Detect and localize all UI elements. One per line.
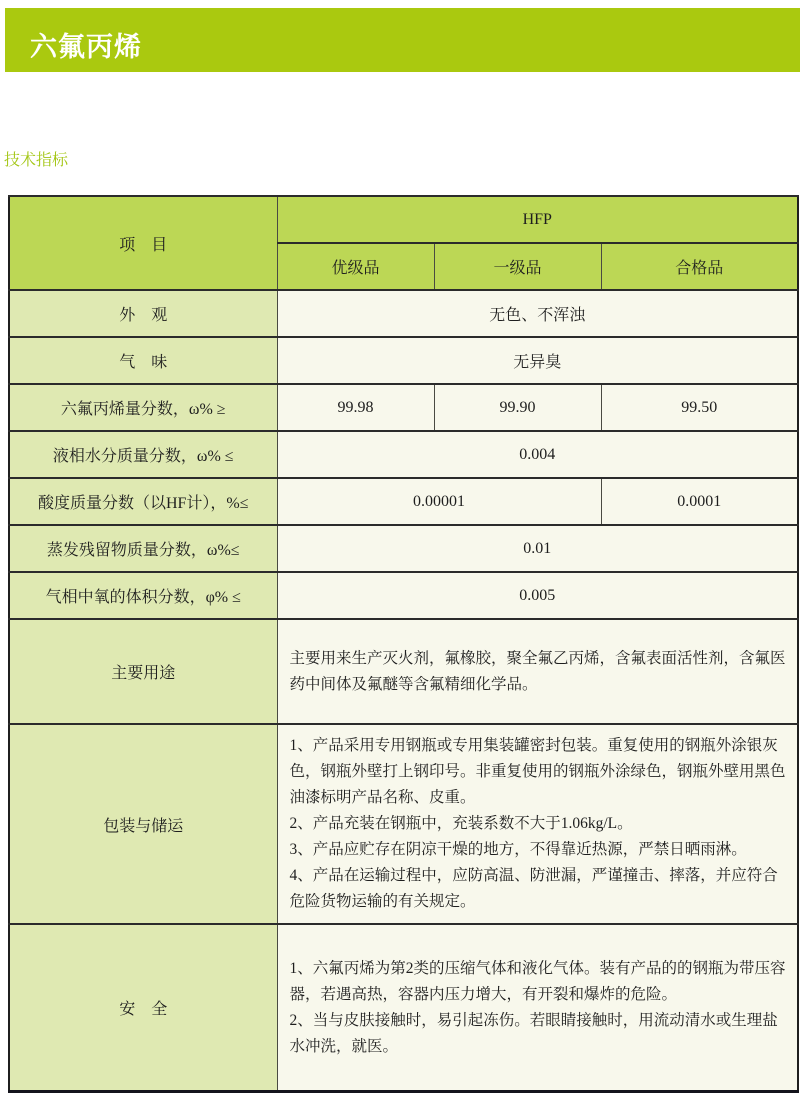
value-liquid-water: 0.004 xyxy=(277,431,798,478)
value-acidity-qualified: 0.0001 xyxy=(601,478,798,525)
value-evaporation-residue: 0.01 xyxy=(277,525,798,572)
safety-line-1: 1、六氟丙烯为第2类的压缩气体和液化气体。装有产品的的钢瓶为带压容器，若遇高热，容器内压力增大，有开裂和爆炸的危险。 xyxy=(289,959,786,1003)
row-label-appearance: 外 观 xyxy=(9,290,277,337)
row-label-liquid-water: 液相水分质量分数，ω% ≤ xyxy=(9,431,277,478)
table-row-safety xyxy=(9,924,798,1092)
table-row-acidity xyxy=(9,478,798,525)
packaging-storage-text-cell xyxy=(277,724,798,924)
packaging-line-2: 2、产品充装在钢瓶中，充装系数不大于1.06kg/L。 xyxy=(289,815,633,832)
table-row-liquid-water xyxy=(9,431,798,478)
row-label-hfp-fraction: 六氟丙烯量分数，ω% ≥ xyxy=(9,384,277,431)
main-uses-text-cell xyxy=(277,619,798,724)
value-appearance: 无色、不浑浊 xyxy=(277,290,798,337)
technical-specs-table xyxy=(8,195,799,1093)
main-uses-paragraph: 主要用来生产灭火剂，氟橡胶，聚全氟乙丙烯，含氟表面活性剂，含氟医药中间体及氟醚等含氟精细化学品。 xyxy=(289,649,786,693)
header-cell-grade-premium: 优级品 xyxy=(277,243,434,290)
table-row-hfp-fraction xyxy=(9,384,798,431)
table-row-appearance xyxy=(9,290,798,337)
safety-text-cell xyxy=(277,924,798,1092)
table-row-main-uses xyxy=(9,619,798,724)
value-hfp-first: 99.90 xyxy=(434,384,601,431)
section-label-technical-specs: 技术指标 xyxy=(4,152,69,169)
header-cell-item: 项 目 xyxy=(9,196,277,290)
header-cell-grade-qualified: 合格品 xyxy=(601,243,798,290)
table-row-evaporation-residue xyxy=(9,525,798,572)
row-label-evaporation-residue: 蒸发残留物质量分数，ω%≤ xyxy=(9,525,277,572)
row-label-odor: 气 味 xyxy=(9,337,277,384)
page-header-banner xyxy=(5,8,800,72)
row-label-acidity: 酸度质量分数（以HF计），%≤ xyxy=(9,478,277,525)
packaging-line-3: 3、产品应贮存在阴凉干燥的地方，不得靠近热源，严禁日晒雨淋。 xyxy=(289,841,747,858)
row-label-oxygen-fraction: 气相中氧的体积分数，φ% ≤ xyxy=(9,572,277,619)
row-label-safety: 安 全 xyxy=(9,924,277,1092)
table-row-packaging-storage xyxy=(9,724,798,924)
value-acidity-premium-first: 0.00001 xyxy=(277,478,601,525)
value-oxygen-fraction: 0.005 xyxy=(277,572,798,619)
safety-line-2: 2、当与皮肤接触时，易引起冻伤。若眼睛接触时，用流动清水或生理盐水冲洗，就医。 xyxy=(289,1011,778,1055)
value-hfp-premium: 99.98 xyxy=(277,384,434,431)
page-title: 六氟丙烯 xyxy=(30,32,142,62)
value-hfp-qualified: 99.50 xyxy=(601,384,798,431)
row-label-main-uses: 主要用途 xyxy=(9,619,277,724)
row-label-packaging-storage: 包装与储运 xyxy=(9,724,277,924)
header-cell-grade-first: 一级品 xyxy=(434,243,601,290)
packaging-line-1: 1、产品采用专用钢瓶或专用集装罐密封包装。重复使用的钢瓶外涂银灰色，钢瓶外壁打上钢印号。非重复使用的钢瓶外涂绿色，钢瓶外壁用黑色油漆标明产品名称、皮重。 xyxy=(289,737,786,806)
table-header-row-product xyxy=(9,196,798,243)
table-row-odor xyxy=(9,337,798,384)
packaging-line-4: 4、产品在运输过程中，应防高温、防泄漏，严谨撞击、摔落，并应符合危险货物运输的有关规定。 xyxy=(289,867,778,910)
table-row-oxygen-fraction xyxy=(9,572,798,619)
header-cell-product: HFP xyxy=(277,196,798,243)
value-odor: 无异臭 xyxy=(277,337,798,384)
